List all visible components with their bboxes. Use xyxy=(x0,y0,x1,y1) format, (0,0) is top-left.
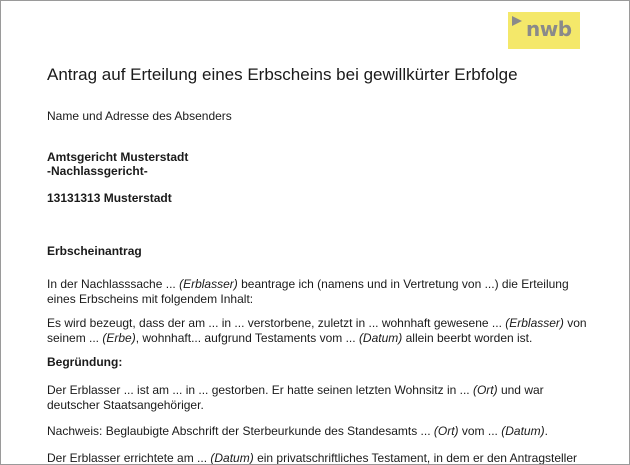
nwb-logo xyxy=(508,12,580,49)
paragraph-2-line-2: seinem ... (Erbe), wohnhaft... aufgrund Testaments vom ... (Datum) allein beerbt worden ist. xyxy=(47,331,533,345)
paragraph-3-line-1: Der Erblasser ... ist am ... in ... gestorben. Er hatte seinen letzten Wohnsitz in ... (Ort) und war xyxy=(47,383,544,397)
court-department: -Nachlassgericht- xyxy=(47,164,148,178)
paragraph-2-line-1: Es wird bezeugt, dass der am ... in ... verstorbene, zuletzt in ... wohnhaft gewesene ... (Erblasser) von xyxy=(47,316,587,330)
paragraph-5-line-1: Der Erblasser errichtete am ... (Datum) ein privatschriftliches Testament, in dem er den Antragsteller xyxy=(47,451,578,465)
paragraph-1-line-2: eines Erbscheins mit folgendem Inhalt: xyxy=(47,292,254,306)
court-city: 13131313 Musterstadt xyxy=(47,191,172,205)
reason-heading: Begründung: xyxy=(47,355,123,369)
paragraph-1-line-1: In der Nachlasssache ... (Erblasser) beantrage ich (namens und in Vertretung von ...) die Erteilung xyxy=(47,277,569,291)
section-heading: Erbscheinantrag xyxy=(47,244,142,258)
paragraph-4: Nachweis: Beglaubigte Abschrift der Sterbeurkunde des Standesamts ... (Ort) vom ... (Datum). xyxy=(47,424,548,438)
flag-icon xyxy=(512,16,522,26)
logo-text: nwb xyxy=(526,17,572,41)
document-title: Antrag auf Erteilung eines Erbscheins bei gewillkürter Erbfolge xyxy=(47,65,518,84)
sender-address: Name und Adresse des Absenders xyxy=(47,109,232,123)
court-name: Amtsgericht Musterstadt xyxy=(47,150,189,164)
paragraph-3-line-2: deutscher Staatsangehöriger. xyxy=(47,398,204,412)
